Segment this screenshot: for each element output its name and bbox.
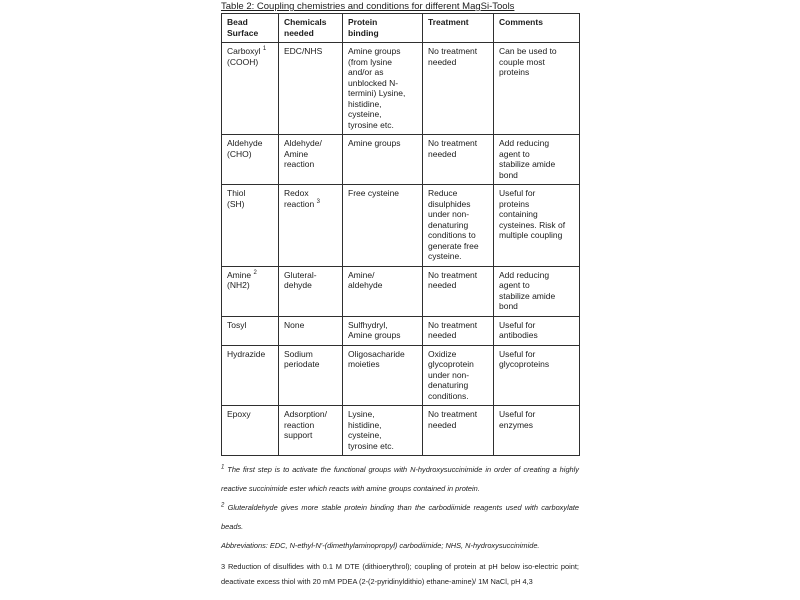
coupling-table xyxy=(221,13,580,456)
footnote-3: 3 Reduction of disulfides with 0.1 M DTE (dithioerythrol); coupling of protein at pH below iso-electric point; deactivate excess thiol with 20 mM PDEA (2-(2-pyridinyldithio) ethane-amine)/ 1M NaCl, pH 4,3 xyxy=(221,562,579,586)
table-cell: Epoxy xyxy=(222,406,279,456)
footnote-2: $^2$ Gluteraldehyde gives more stable protein binding than the carbodiimide reagents used with carboxylate beads. xyxy=(221,502,579,531)
footnote-1: $^1$ The first step is to activate the functional groups with N-hydroxysuccinimide in order of creating a highly reactive succinimide ester which reacts with amine groups contained in protein. xyxy=(221,464,579,493)
table-cell: Oxidize glycoprotein under non- denaturing conditions. xyxy=(423,345,494,406)
table-cell: Carboxyl $^1$ (COOH) xyxy=(222,43,279,135)
column-header-4: Treatment xyxy=(423,14,494,43)
abbreviations-note: Abbreviations: EDC, N-ethyl-N'-(dimethylaminopropyl) carbodiimide; NHS, N-hydroxysuccinimide. xyxy=(221,541,540,550)
table-cell: Aldehyde/ Amine reaction xyxy=(279,135,343,185)
table-row xyxy=(222,316,580,345)
table-cell: Lysine, histidine, cysteine, tyrosine etc. xyxy=(343,406,423,456)
table-row xyxy=(222,135,580,185)
table-cell: Aldehyde (CHO) xyxy=(222,135,279,185)
table-header-row xyxy=(222,14,580,43)
table-cell: EDC/NHS xyxy=(279,43,343,135)
table-cell: Amine groups (from lysine and/or as unblocked N- termini) Lysine, histidine, cysteine, tyrosine etc. xyxy=(343,43,423,135)
table-cell: Thiol (SH) xyxy=(222,185,279,267)
table-title: Table 2: Coupling chemistries and conditions for different MagSi-Tools xyxy=(221,1,515,12)
column-header-2: Chemicals needed xyxy=(279,14,343,43)
document-content xyxy=(221,1,579,589)
table-cell: Free cysteine xyxy=(343,185,423,267)
table-row xyxy=(222,406,580,456)
table-cell: Add reducing agent to stabilize amide bond xyxy=(494,266,580,316)
column-header-5: Comments xyxy=(494,14,580,43)
table-row xyxy=(222,185,580,267)
table-body xyxy=(222,43,580,456)
table-cell: Amine/ aldehyde xyxy=(343,266,423,316)
column-header-3: Protein binding xyxy=(343,14,423,43)
table-cell: Gluteral- dehyde xyxy=(279,266,343,316)
table-cell: Redox reaction $^3$ xyxy=(279,185,343,267)
table-cell: Sulfhydryl, Amine groups xyxy=(343,316,423,345)
table-cell: Hydrazide xyxy=(222,345,279,406)
table-cell: Tosyl xyxy=(222,316,279,345)
table-row xyxy=(222,345,580,406)
column-header-1: Bead Surface xyxy=(222,14,279,43)
table-cell: Sodium periodate xyxy=(279,345,343,406)
table-cell: Useful for proteins containing cysteines. Risk of multiple coupling xyxy=(494,185,580,267)
footnotes xyxy=(221,460,579,589)
table-cell: Useful for enzymes xyxy=(494,406,580,456)
table-cell: Can be used to couple most proteins xyxy=(494,43,580,135)
table-cell: Amine groups xyxy=(343,135,423,185)
table-header xyxy=(222,14,580,43)
table-cell: Amine $^2$ (NH2) xyxy=(222,266,279,316)
table-cell: No treatment needed xyxy=(423,316,494,345)
table-cell: Oligosacharide moieties xyxy=(343,345,423,406)
table-cell: No treatment needed xyxy=(423,266,494,316)
table-cell: Useful for glycoproteins xyxy=(494,345,580,406)
table-row xyxy=(222,266,580,316)
table-cell: No treatment needed xyxy=(423,43,494,135)
table-cell: None xyxy=(279,316,343,345)
table-cell: Reduce disulphides under non- denaturing conditions to generate free cysteine. xyxy=(423,185,494,267)
table-cell: No treatment needed xyxy=(423,406,494,456)
table-cell: Add reducing agent to stabilize amide bond xyxy=(494,135,580,185)
table-cell: Useful for antibodies xyxy=(494,316,580,345)
table-cell: No treatment needed xyxy=(423,135,494,185)
table-row xyxy=(222,43,580,135)
table-cell: Adsorption/ reaction support xyxy=(279,406,343,456)
